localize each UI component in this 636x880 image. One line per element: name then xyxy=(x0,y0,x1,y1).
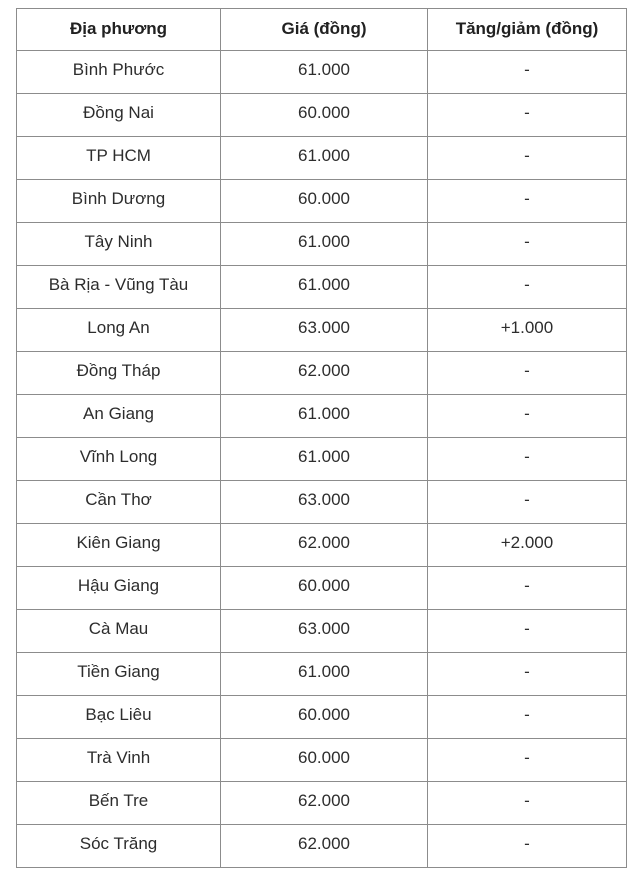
price-cell: 62.000 xyxy=(221,352,428,395)
change-cell: - xyxy=(428,653,627,696)
location-cell: Trà Vinh xyxy=(17,739,221,782)
change-cell: - xyxy=(428,782,627,825)
price-table xyxy=(16,8,627,868)
table-row xyxy=(17,137,627,180)
price-table-container xyxy=(16,8,627,868)
price-cell: 60.000 xyxy=(221,180,428,223)
change-cell: - xyxy=(428,825,627,868)
location-cell: Tiền Giang xyxy=(17,653,221,696)
price-table-body xyxy=(17,51,627,868)
location-cell: Vĩnh Long xyxy=(17,438,221,481)
change-cell: - xyxy=(428,94,627,137)
table-row xyxy=(17,825,627,868)
change-cell: - xyxy=(428,438,627,481)
location-cell: Đồng Nai xyxy=(17,94,221,137)
location-cell: Sóc Trăng xyxy=(17,825,221,868)
change-cell: - xyxy=(428,739,627,782)
price-cell: 61.000 xyxy=(221,266,428,309)
price-cell: 61.000 xyxy=(221,137,428,180)
price-cell: 63.000 xyxy=(221,610,428,653)
price-cell: 63.000 xyxy=(221,481,428,524)
column-header-price: Giá (đồng) xyxy=(221,9,428,51)
change-cell: - xyxy=(428,567,627,610)
table-row xyxy=(17,653,627,696)
change-cell: - xyxy=(428,610,627,653)
location-cell: Bà Rịa - Vũng Tàu xyxy=(17,266,221,309)
change-cell: - xyxy=(428,395,627,438)
table-row xyxy=(17,395,627,438)
table-header-row xyxy=(17,9,627,51)
table-row xyxy=(17,223,627,266)
change-cell: +1.000 xyxy=(428,309,627,352)
location-cell: An Giang xyxy=(17,395,221,438)
location-cell: Cà Mau xyxy=(17,610,221,653)
change-cell: - xyxy=(428,180,627,223)
table-row xyxy=(17,739,627,782)
change-cell: - xyxy=(428,137,627,180)
column-header-location: Địa phương xyxy=(17,9,221,51)
location-cell: Cần Thơ xyxy=(17,481,221,524)
location-cell: Long An xyxy=(17,309,221,352)
price-cell: 62.000 xyxy=(221,825,428,868)
table-row xyxy=(17,309,627,352)
change-cell: - xyxy=(428,481,627,524)
location-cell: Bình Phước xyxy=(17,51,221,94)
price-cell: 60.000 xyxy=(221,567,428,610)
price-cell: 61.000 xyxy=(221,438,428,481)
table-row xyxy=(17,266,627,309)
table-row xyxy=(17,567,627,610)
price-cell: 61.000 xyxy=(221,223,428,266)
location-cell: TP HCM xyxy=(17,137,221,180)
price-cell: 61.000 xyxy=(221,395,428,438)
column-header-change: Tăng/giảm (đồng) xyxy=(428,9,627,51)
price-cell: 61.000 xyxy=(221,653,428,696)
table-row xyxy=(17,352,627,395)
location-cell: Hậu Giang xyxy=(17,567,221,610)
change-cell: - xyxy=(428,266,627,309)
price-cell: 60.000 xyxy=(221,696,428,739)
location-cell: Kiên Giang xyxy=(17,524,221,567)
table-row xyxy=(17,481,627,524)
price-cell: 63.000 xyxy=(221,309,428,352)
change-cell: - xyxy=(428,352,627,395)
location-cell: Bến Tre xyxy=(17,782,221,825)
location-cell: Tây Ninh xyxy=(17,223,221,266)
change-cell: +2.000 xyxy=(428,524,627,567)
location-cell: Đồng Tháp xyxy=(17,352,221,395)
price-cell: 60.000 xyxy=(221,739,428,782)
table-row xyxy=(17,782,627,825)
price-cell: 62.000 xyxy=(221,524,428,567)
location-cell: Bình Dương xyxy=(17,180,221,223)
table-row xyxy=(17,610,627,653)
table-row xyxy=(17,524,627,567)
price-cell: 60.000 xyxy=(221,94,428,137)
table-row xyxy=(17,438,627,481)
price-cell: 62.000 xyxy=(221,782,428,825)
change-cell: - xyxy=(428,696,627,739)
table-row xyxy=(17,180,627,223)
table-row xyxy=(17,94,627,137)
price-cell: 61.000 xyxy=(221,51,428,94)
table-row xyxy=(17,51,627,94)
table-row xyxy=(17,696,627,739)
change-cell: - xyxy=(428,51,627,94)
location-cell: Bạc Liêu xyxy=(17,696,221,739)
change-cell: - xyxy=(428,223,627,266)
